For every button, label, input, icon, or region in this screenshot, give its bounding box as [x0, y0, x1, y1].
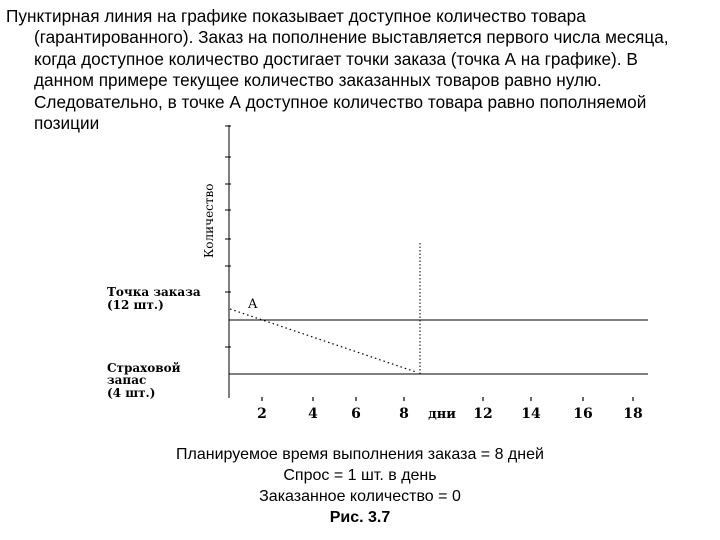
- x-tick-label: 2: [257, 406, 267, 422]
- intro-line: Пунктирная линия на графике показывает доступное количество товара: [6, 6, 586, 26]
- safety-stock-label-2: запас: [107, 373, 147, 387]
- x-tick-label: 12: [473, 406, 493, 422]
- intro-line: Следовательно, в точке А доступное количество товара равно пополняемой: [34, 91, 647, 112]
- x-tick-label: 4: [308, 406, 318, 422]
- figure-caption: [0, 444, 720, 528]
- x-tick-label: 14: [521, 406, 541, 422]
- safety-stock-label: Страховой: [107, 361, 181, 375]
- x-tick-label: 8: [399, 406, 409, 422]
- reorder-point-label: Точка заказа: [107, 285, 201, 299]
- x-axis-label: дни: [428, 407, 456, 422]
- available-quantity-line: [230, 309, 416, 372]
- reorder-point-units: (12 шт.): [107, 298, 164, 312]
- x-tick-label: 18: [623, 406, 643, 422]
- y-axis-label: Количество: [202, 183, 216, 258]
- caption-line: Спрос = 1 шт. в день: [283, 467, 437, 484]
- x-tick-label: 16: [573, 406, 593, 422]
- intro-line: данном примере текущее количество заказанных товаров равно нулю.: [34, 70, 602, 91]
- intro-line: (гарантированного). Заказ на пополнение выставляется первого числа месяца,: [34, 27, 669, 48]
- figure-number: Рис. 3.7: [329, 509, 391, 526]
- x-tick-label: 6: [351, 406, 361, 422]
- point-a-label: A: [248, 297, 258, 312]
- intro-line: позиции: [34, 113, 100, 134]
- intro-line: когда доступное количество достигает точки заказа (точка А на графике). В: [34, 48, 638, 69]
- caption-line: Планируемое время выполнения заказа = 8 дней: [176, 446, 544, 463]
- safety-stock-units: (4 шт.): [107, 386, 156, 400]
- caption-line: Заказанное количество = 0: [259, 488, 461, 505]
